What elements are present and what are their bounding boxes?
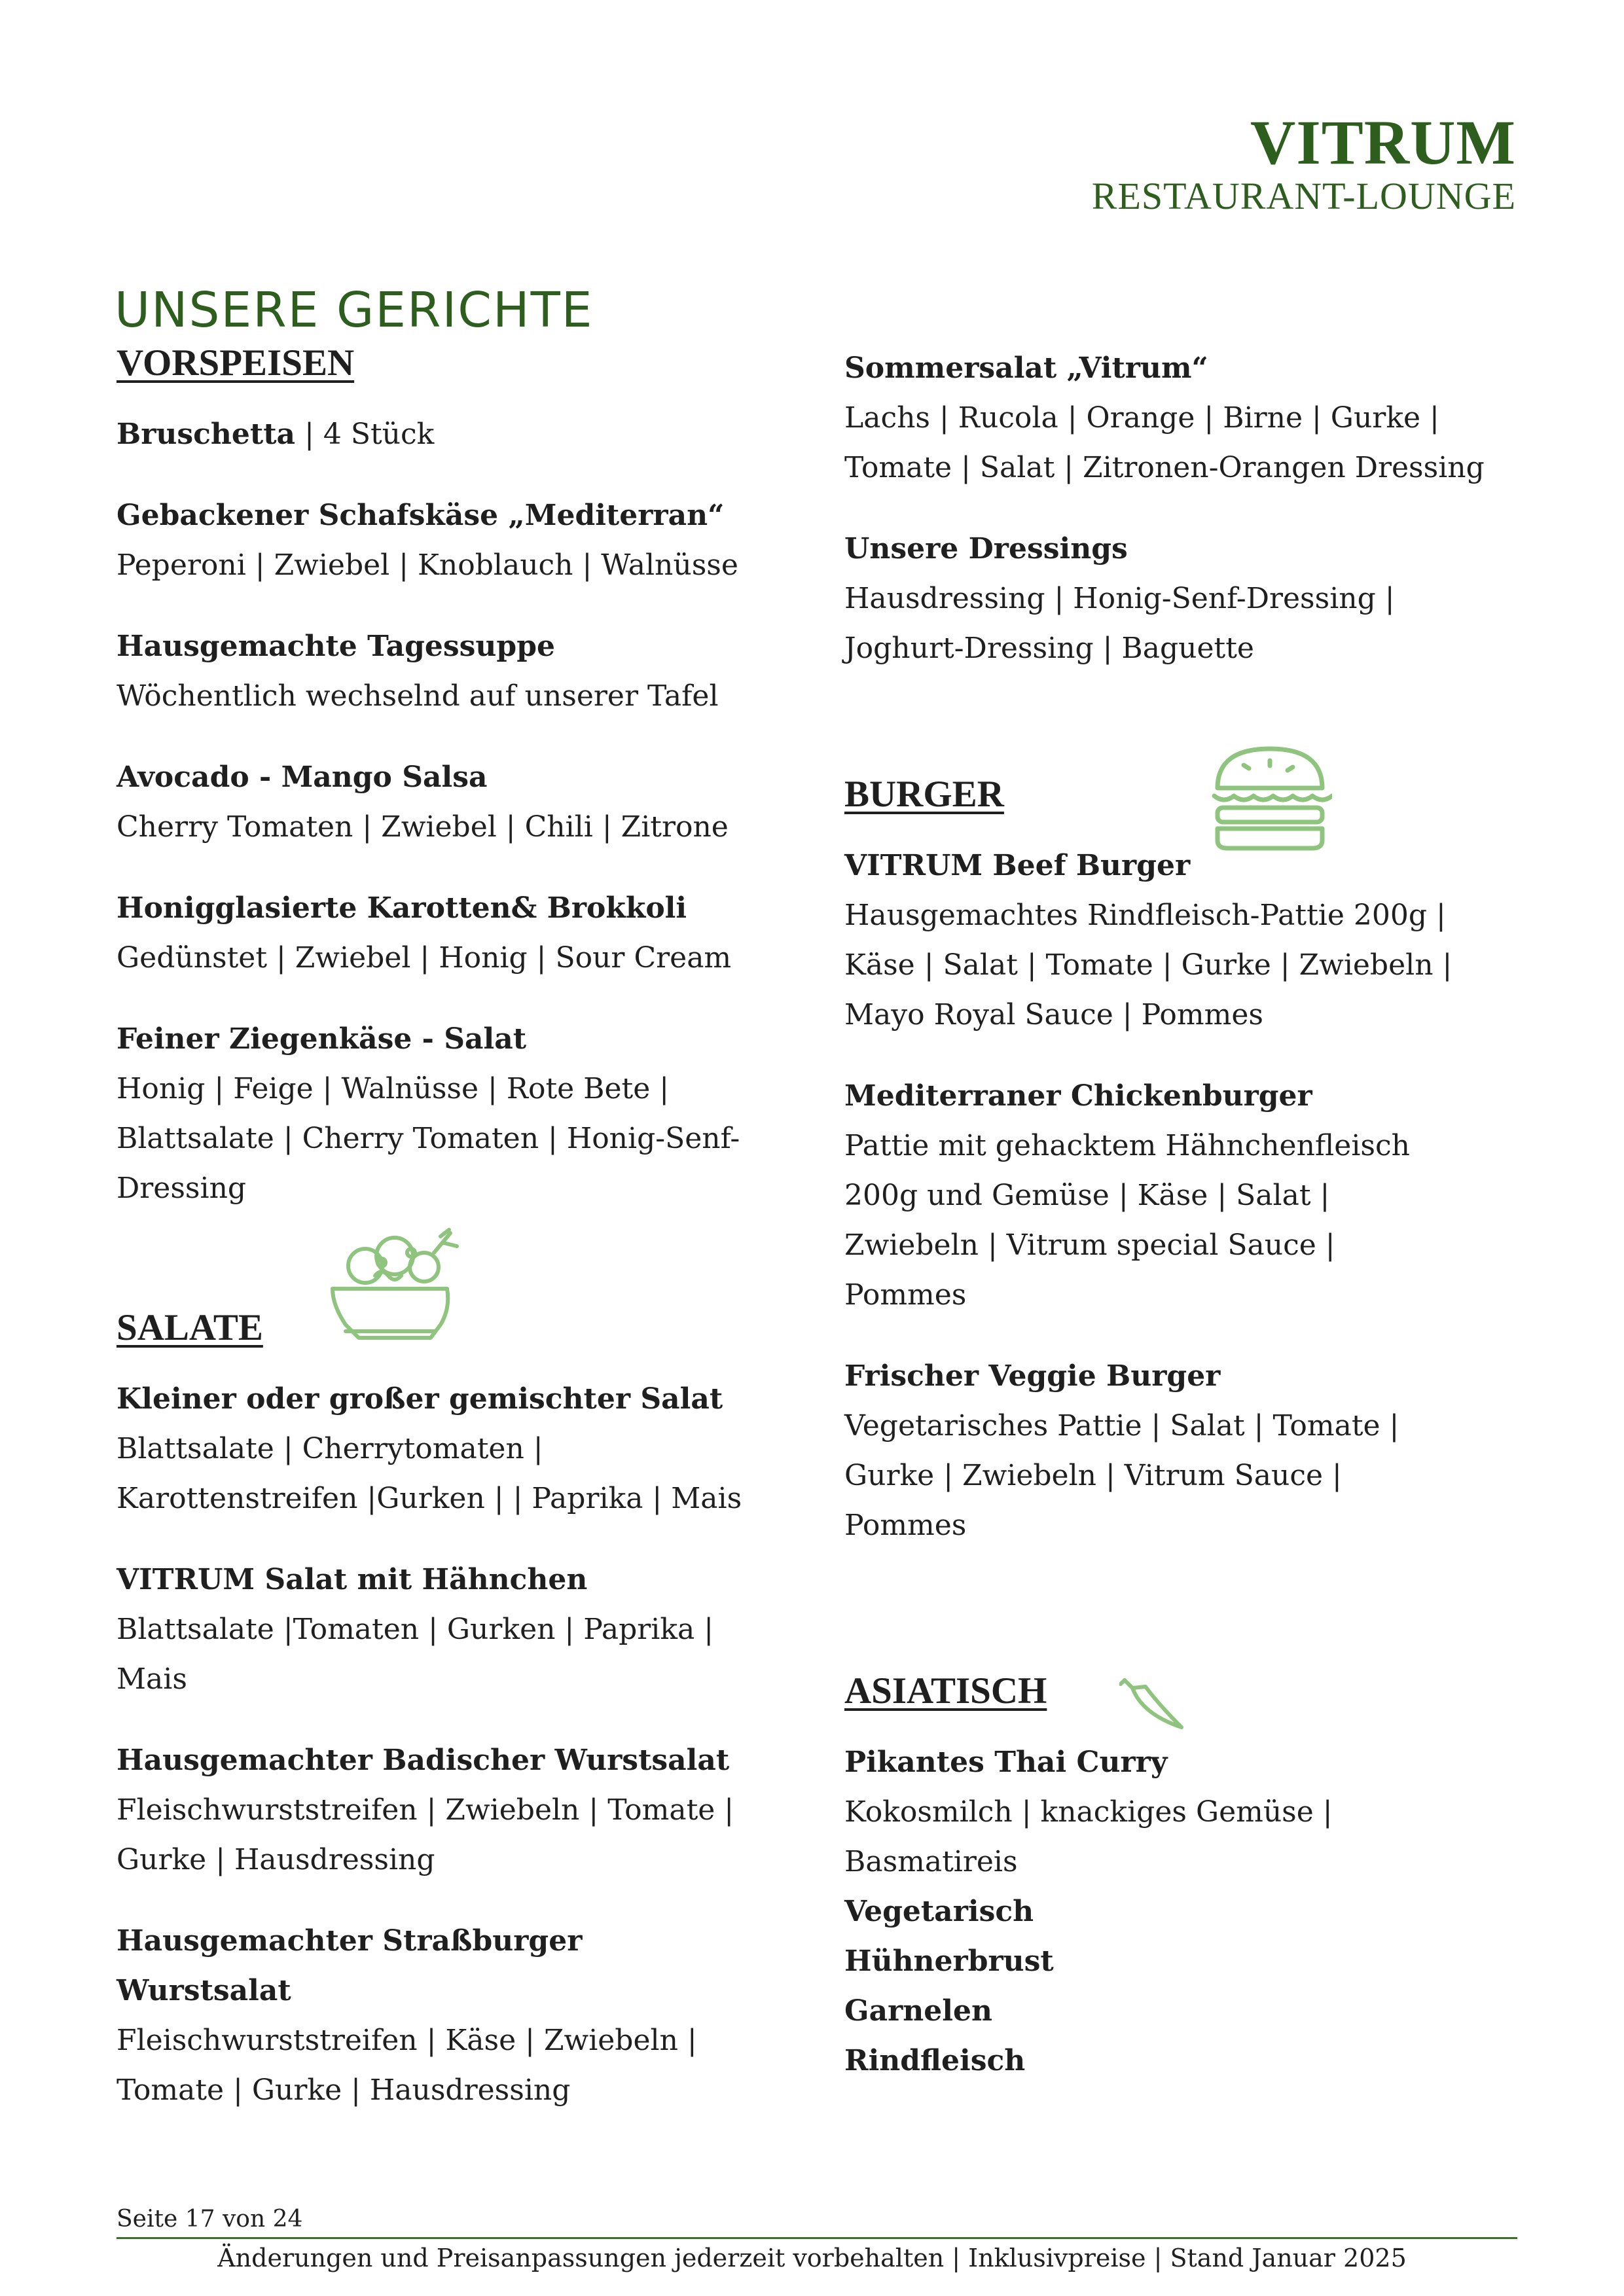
menu-item xyxy=(117,410,745,459)
item-description: Lachs | Rucola | Orange | Birne | Gurke | xyxy=(844,401,1439,435)
item-description: Käse | Salat | Tomate | Gurke | Zwiebeln | xyxy=(844,948,1453,982)
menu-item xyxy=(117,1916,745,2115)
section-title-salate: SALATE xyxy=(117,1307,263,1348)
brand-name: VITRUM xyxy=(1250,107,1516,177)
item-description: Blattsalate | Cherry Tomaten | Honig-Senf- xyxy=(117,1122,740,1155)
item-description: Tomate | Salat | Zitronen-Orangen Dressing xyxy=(844,451,1485,484)
item-description: Fleischwurststreifen | Käse | Zwiebeln | xyxy=(117,2024,697,2057)
item-name: Feiner Ziegenkäse - Salat xyxy=(117,1022,527,1056)
menu-item xyxy=(844,1738,1519,1887)
chili-icon xyxy=(1119,1675,1191,1734)
section-salate xyxy=(117,1305,745,2115)
menu-item xyxy=(117,622,745,721)
left-column xyxy=(117,340,745,2115)
footer-divider xyxy=(117,2237,1517,2239)
menu-item xyxy=(117,1374,745,1524)
item-description: Honig | Feige | Walnüsse | Rote Bete | xyxy=(117,1072,670,1105)
item-name: Hausgemachte Tagessuppe xyxy=(117,630,555,663)
item-description: Blattsalate | Cherrytomaten | xyxy=(117,1432,543,1465)
item-description: 200g und Gemüse | Käse | Salat | xyxy=(844,1179,1330,1212)
option-huehnerbrust: Hühnerbrust xyxy=(844,1945,1054,1978)
item-description: Basmatireis xyxy=(844,1845,1018,1878)
section-asiatisch xyxy=(844,1668,1519,2086)
item-name: Honigglasierte Karotten& Brokkoli xyxy=(117,891,687,925)
item-name: VITRUM Beef Burger xyxy=(844,849,1191,882)
item-description: Blattsalate |Tomaten | Gurken | Paprika | xyxy=(117,1613,714,1646)
menu-item xyxy=(117,1736,745,1885)
section-title-vorspeisen: VORSPEISEN xyxy=(117,342,355,384)
item-name: Gebackener Schafskäse „Mediterran“ xyxy=(117,499,725,532)
item-description: Cherry Tomaten | Zwiebel | Chili | Zitrone xyxy=(117,810,729,844)
item-description: Hausgemachtes Rindfleisch-Pattie 200g | xyxy=(844,899,1446,932)
menu-item xyxy=(117,1014,745,1213)
item-name: Sommersalat „Vitrum“ xyxy=(844,351,1208,385)
menu-item xyxy=(117,884,745,983)
item-name: Mediterraner Chickenburger xyxy=(844,1079,1312,1113)
menu-item xyxy=(844,524,1519,673)
item-name: Hausgemachter Badischer Wurstsalat xyxy=(117,1744,730,1777)
item-name: Pikantes Thai Curry xyxy=(844,1746,1168,1779)
right-column xyxy=(844,344,1519,2086)
item-description: Mais xyxy=(117,1662,187,1696)
item-description: Tomate | Gurke | Hausdressing xyxy=(117,2073,571,2107)
item-description: Wöchentlich wechselnd auf unserer Tafel xyxy=(117,679,719,713)
item-description: Pattie mit gehacktem Hähnchenfleisch xyxy=(844,1129,1410,1162)
item-description: Hausdressing | Honig-Senf-Dressing | xyxy=(844,582,1395,615)
burger-icon xyxy=(1208,742,1332,853)
item-name: VITRUM Salat mit Hähnchen xyxy=(117,1563,588,1596)
menu-item xyxy=(844,1071,1519,1320)
item-description: Mayo Royal Sauce | Pommes xyxy=(844,998,1263,1031)
item-name: Hausgemachter Straßburger Wurstsalat xyxy=(117,1924,583,2007)
menu-item xyxy=(117,1555,745,1704)
brand-subtitle: RESTAURANT-LOUNGE xyxy=(1091,175,1516,217)
item-description: Gedünstet | Zwiebel | Honig | Sour Cream xyxy=(117,941,732,975)
option-rindfleisch: Rindfleisch xyxy=(844,2044,1026,2077)
item-description: Peperoni | Zwiebel | Knoblauch | Walnüsse xyxy=(117,548,738,582)
menu-item xyxy=(844,841,1519,1040)
section-title-asiatisch: ASIATISCH xyxy=(844,1670,1047,1712)
menu-item xyxy=(844,344,1519,493)
item-description: Joghurt-Dressing | Baguette xyxy=(844,632,1254,665)
item-name: Kleiner oder großer gemischter Salat xyxy=(117,1382,723,1416)
section-burger xyxy=(844,772,1519,1551)
option-garnelen: Garnelen xyxy=(844,1994,992,2028)
item-description: Gurke | Zwiebeln | Vitrum Sauce | xyxy=(844,1459,1342,1492)
item-description: Zwiebeln | Vitrum special Sauce | xyxy=(844,1229,1335,1262)
page-title: UNSERE GERICHTE xyxy=(115,282,594,338)
menu-item xyxy=(844,1352,1519,1551)
item-description: Kokosmilch | knackiges Gemüse | xyxy=(844,1795,1333,1829)
item-description: Fleischwurststreifen | Zwiebeln | Tomate | xyxy=(117,1793,734,1827)
section-salate-continued xyxy=(844,344,1519,673)
item-name: Bruschetta xyxy=(117,418,296,451)
section-vorspeisen xyxy=(117,340,745,1213)
brand-block xyxy=(1091,107,1516,217)
section-title-burger: BURGER xyxy=(844,774,1004,815)
menu-item xyxy=(117,753,745,852)
option-vegetarisch: Vegetarisch xyxy=(844,1895,1034,1928)
item-description: Pommes xyxy=(844,1509,967,1542)
item-description: Vegetarisches Pattie | Salat | Tomate | xyxy=(844,1409,1399,1443)
item-description: Pommes xyxy=(844,1278,967,1312)
item-description: Gurke | Hausdressing xyxy=(117,1843,435,1876)
item-description: Dressing xyxy=(117,1172,247,1205)
item-name: Avocado - Mango Salsa xyxy=(117,761,488,794)
footer-note: Änderungen und Preisanpassungen jederzeit vorbehalten | Inklusivpreise | Stand Januar 2025 xyxy=(217,2244,1407,2272)
salad-bowl-icon xyxy=(319,1227,463,1357)
item-portion: | 4 Stück xyxy=(295,418,435,451)
item-description: Karottenstreifen |Gurken | | Paprika | Mais xyxy=(117,1482,742,1515)
item-name: Unsere Dressings xyxy=(844,532,1128,565)
menu-item xyxy=(117,491,745,590)
page-number: Seite 17 von 24 xyxy=(117,2206,303,2233)
item-name: Frischer Veggie Burger xyxy=(844,1359,1221,1393)
